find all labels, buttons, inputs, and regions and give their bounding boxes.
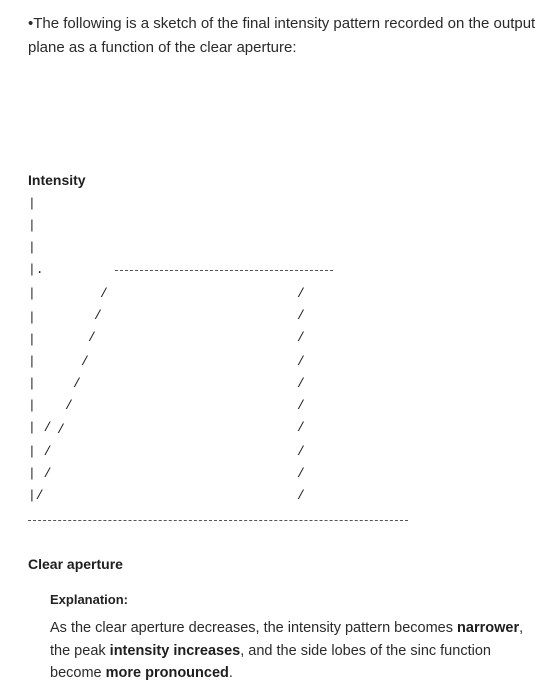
slope-mark: / [297,330,305,345]
slope-mark: / [297,354,305,369]
axis-line: | [28,376,36,391]
intensity-label: Intensity [28,172,86,188]
explanation-emphasis: intensity increases [109,642,241,659]
slope-mark: / [297,420,305,435]
slope-mark: / [81,354,89,369]
slope-mark: / [297,466,305,481]
axis-line: |/ [28,488,44,503]
bottom-dashed-line [28,520,408,521]
axis-line: | / [28,466,52,481]
slope-mark: / [73,376,81,391]
slope-mark: / [297,308,305,323]
axis-line: | [28,354,36,369]
slope-mark: / [65,398,73,413]
explanation-emphasis: narrower [457,620,520,636]
explanation-text-part: . [228,665,233,681]
axis-line: | [28,240,36,255]
axis-line: | / [28,444,52,459]
explanation-heading: Explanation: [50,592,129,607]
clear-aperture-label: Clear aperture [28,556,123,572]
axis-line: | / [28,420,52,435]
explanation-text [50,617,530,685]
slope-mark: / [94,308,102,323]
intro-paragraph: •The following is a sketch of the final intensity pattern recorded on the output plane as a function of the clear aperture: [28,15,536,56]
top-dashed-line [115,270,333,271]
slope-mark: / [297,286,305,301]
axis-line: | [28,196,36,211]
axis-line: | [28,332,36,347]
axis-line: |. [28,262,44,277]
slope-mark: / [297,398,305,413]
slope-mark: / [100,286,108,301]
explanation-emphasis: more pronounced [105,665,229,681]
slope-mark: / [297,376,305,391]
axis-line: | [28,218,36,233]
axis-line: | [28,398,36,413]
slope-mark: / [297,488,305,503]
slope-mark: / [297,444,305,459]
axis-line: | [28,286,36,301]
explanation-text-part: , the peak [50,620,524,659]
explanation-text-part: , and the side lobes of the sinc function become [50,642,491,681]
slope-mark: / [57,422,65,437]
axis-line: | [28,310,36,325]
explanation-text-part: As the clear aperture decreases, the intensity pattern becomes [50,620,458,636]
slope-mark: / [88,330,96,345]
